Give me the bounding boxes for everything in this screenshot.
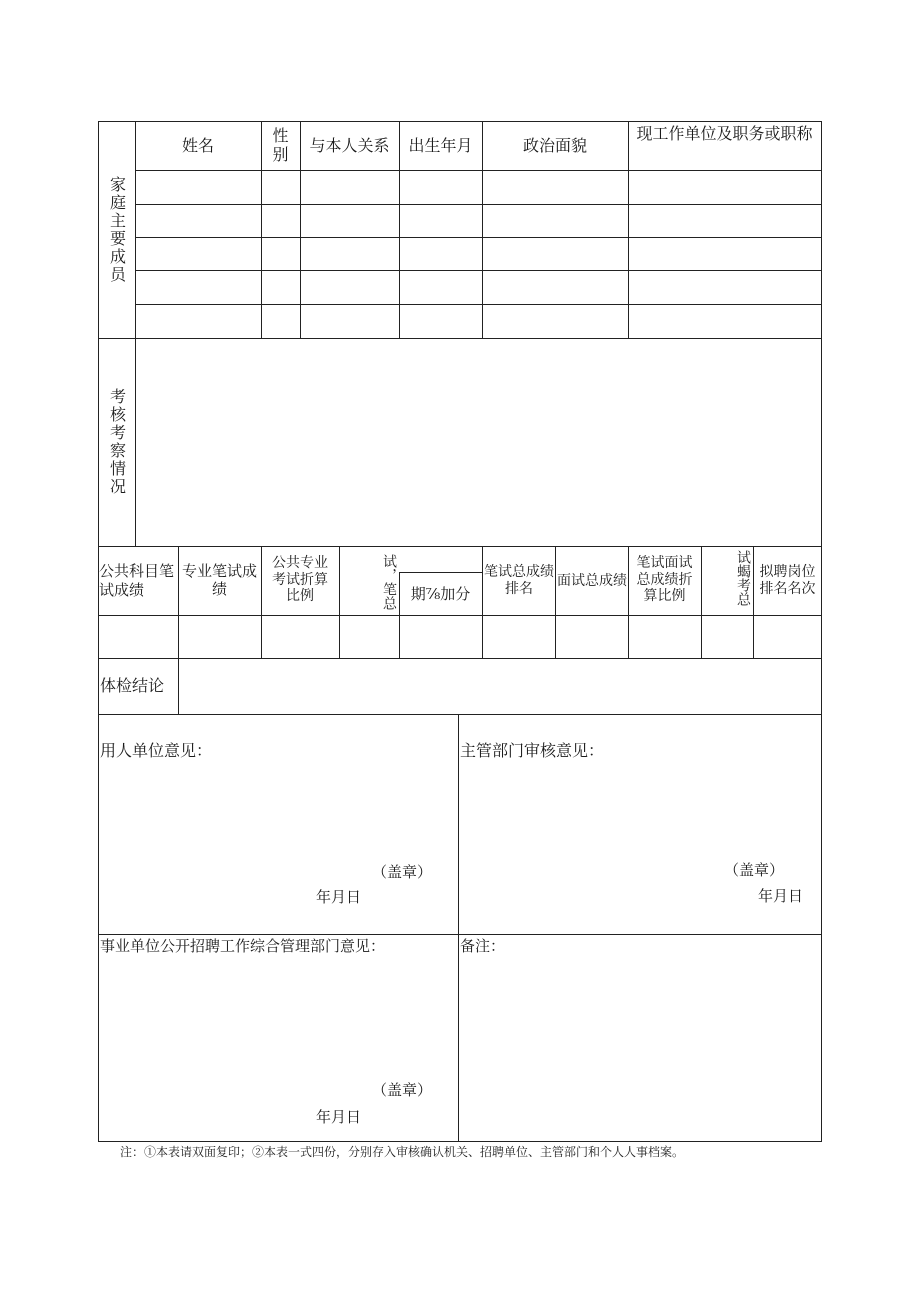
header-written-rank: 笔试总成绩排名	[484, 564, 554, 597]
assessment-content-area[interactable]	[136, 339, 820, 545]
physical-exam-value[interactable]	[179, 659, 820, 713]
header-work: 现工作单位及职务或职称	[636, 124, 813, 143]
score-prof-written-value[interactable]	[179, 616, 260, 657]
employer-opinion-label: 用人单位意见：	[100, 741, 213, 760]
family-row3-name[interactable]	[136, 238, 260, 269]
header-combined-ratio-line1: 笔试面试	[636, 554, 693, 571]
header-exam-total: 试蝎考总	[735, 550, 751, 606]
assessment-section-label: 考核考察情况	[107, 388, 127, 496]
header-birth: 出生年月	[408, 135, 473, 155]
family-row1-name[interactable]	[136, 171, 260, 203]
score-post-rank-value[interactable]	[754, 616, 820, 657]
employer-date: 年月日	[316, 888, 362, 906]
score-written-rank-value[interactable]	[483, 616, 554, 657]
score-combined-value[interactable]	[629, 616, 700, 657]
header-gender-line2: 别	[272, 144, 289, 164]
header-political: 政治面貌	[522, 135, 587, 155]
supervisor-opinion-label: 主管部门审核意见：	[460, 741, 605, 760]
header-interview-total: 面试总成绩	[557, 572, 627, 589]
score-bonus-value[interactable]	[400, 616, 481, 657]
employer-seal: （盖章）	[372, 863, 433, 881]
physical-exam-label: 体检结论	[100, 676, 165, 695]
header-written-total: 试，笔总	[381, 554, 397, 610]
footnote: 注：①本表请双面复印；②本表一式四份，分别存入审核确认机关、招聘单位、主管部门和个人人事档案。	[120, 1145, 685, 1159]
supervisor-date: 年月日	[758, 887, 804, 905]
management-date: 年月日	[316, 1108, 362, 1126]
management-opinion-label: 事业单位公开招聘工作综合管理部门意见：	[100, 937, 386, 955]
header-exam-ratio-line3: 比例	[286, 588, 314, 605]
score-interview-value[interactable]	[556, 616, 627, 657]
header-gender	[261, 121, 300, 170]
header-name: 姓名	[181, 135, 214, 155]
header-bonus: 期⅞加分	[410, 584, 471, 603]
family-row5-name[interactable]	[136, 305, 260, 337]
family-row4-name[interactable]	[136, 271, 260, 303]
header-exam-ratio	[261, 549, 339, 611]
header-combined-ratio-line3: 算比例	[643, 588, 686, 605]
header-exam-ratio-line1: 公共专业	[272, 554, 328, 571]
score-ratio-value[interactable]	[262, 616, 338, 657]
supervisor-seal: （盖章）	[724, 861, 785, 879]
score-public-written-value[interactable]	[99, 616, 177, 657]
header-public-written-score: 公共科目笔试成绩	[99, 562, 175, 599]
remarks-label: 备注：	[460, 937, 506, 955]
family-row2-name[interactable]	[136, 205, 260, 236]
header-combined-ratio	[628, 549, 701, 611]
header-relation: 与本人关系	[309, 135, 390, 155]
header-prof-written-score: 专业笔试成绩	[181, 562, 257, 598]
score-exam-total-value[interactable]	[702, 616, 752, 657]
management-seal: （盖章）	[372, 1081, 433, 1099]
score-written-total-value[interactable]	[340, 616, 398, 657]
header-post-rank: 拟聘岗位排名名次	[759, 564, 816, 597]
family-section-label: 家庭主要成员	[107, 175, 127, 284]
header-exam-ratio-line2: 考试折算	[272, 571, 328, 588]
header-gender-line1: 性	[272, 126, 289, 146]
header-combined-ratio-line2: 总成绩折	[636, 571, 693, 588]
